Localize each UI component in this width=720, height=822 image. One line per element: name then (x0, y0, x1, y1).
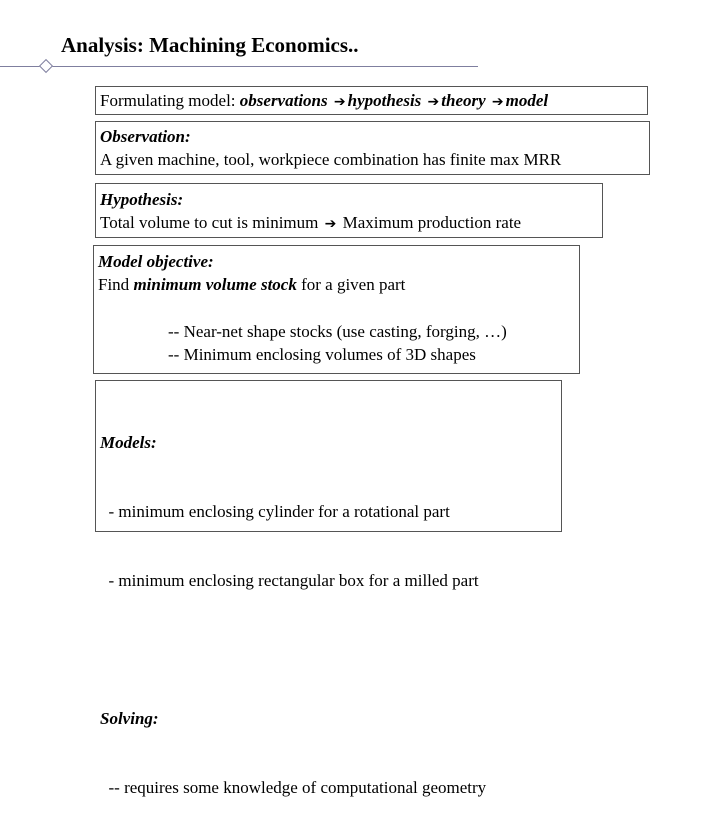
observation-heading: Observation: (100, 127, 191, 146)
hypothesis-text-b: Maximum production rate (338, 213, 522, 232)
step-hypothesis: hypothesis (347, 91, 422, 110)
model-objective-suffix: for a given part (296, 275, 406, 294)
hypothesis-heading: Hypothesis: (100, 190, 184, 209)
formulating-prefix: Formulating model: (100, 91, 240, 110)
model-objective-heading: Model objective: (98, 252, 214, 271)
step-model: model (505, 91, 549, 110)
formulating-model-box (95, 86, 648, 115)
hypothesis-box (95, 183, 603, 238)
slide-title: Analysis: Machining Economics.. (61, 33, 359, 57)
arrow-right-icon: ➔ (491, 94, 504, 110)
arrow-right-icon: ➔ (333, 94, 346, 110)
models-item-2: - minimum enclosing rectangular box for a milled part (100, 571, 479, 590)
arrow-right-icon: ➔ (324, 216, 337, 232)
arrow-right-icon: ➔ (427, 94, 440, 110)
model-objective-prefix: Find (98, 275, 134, 294)
hypothesis-text-a: Total volume to cut is minimum (100, 213, 323, 232)
step-theory: theory (441, 91, 486, 110)
models-item-1: - minimum enclosing cylinder for a rotational part (100, 502, 450, 521)
solving-text: -- requires some knowledge of computational geometry (100, 778, 487, 797)
model-objective-bullet-2: -- Minimum enclosing volumes of 3D shapes (168, 345, 476, 364)
observation-text: A given machine, tool, workpiece combination has finite max MRR (100, 150, 562, 169)
model-objective-emphasis: minimum volume stock (133, 275, 297, 294)
title-underline (0, 66, 478, 67)
observation-box (95, 121, 650, 175)
underline-diamond-marker (39, 59, 53, 73)
model-objective-bullet-1: -- Near-net shape stocks (use casting, forging, …) (168, 322, 507, 341)
models-heading: Models: (100, 433, 157, 452)
model-objective-box (93, 245, 580, 374)
models-box (95, 380, 562, 797)
solving-heading: Solving: (100, 709, 159, 728)
step-observations: observations (239, 91, 328, 110)
